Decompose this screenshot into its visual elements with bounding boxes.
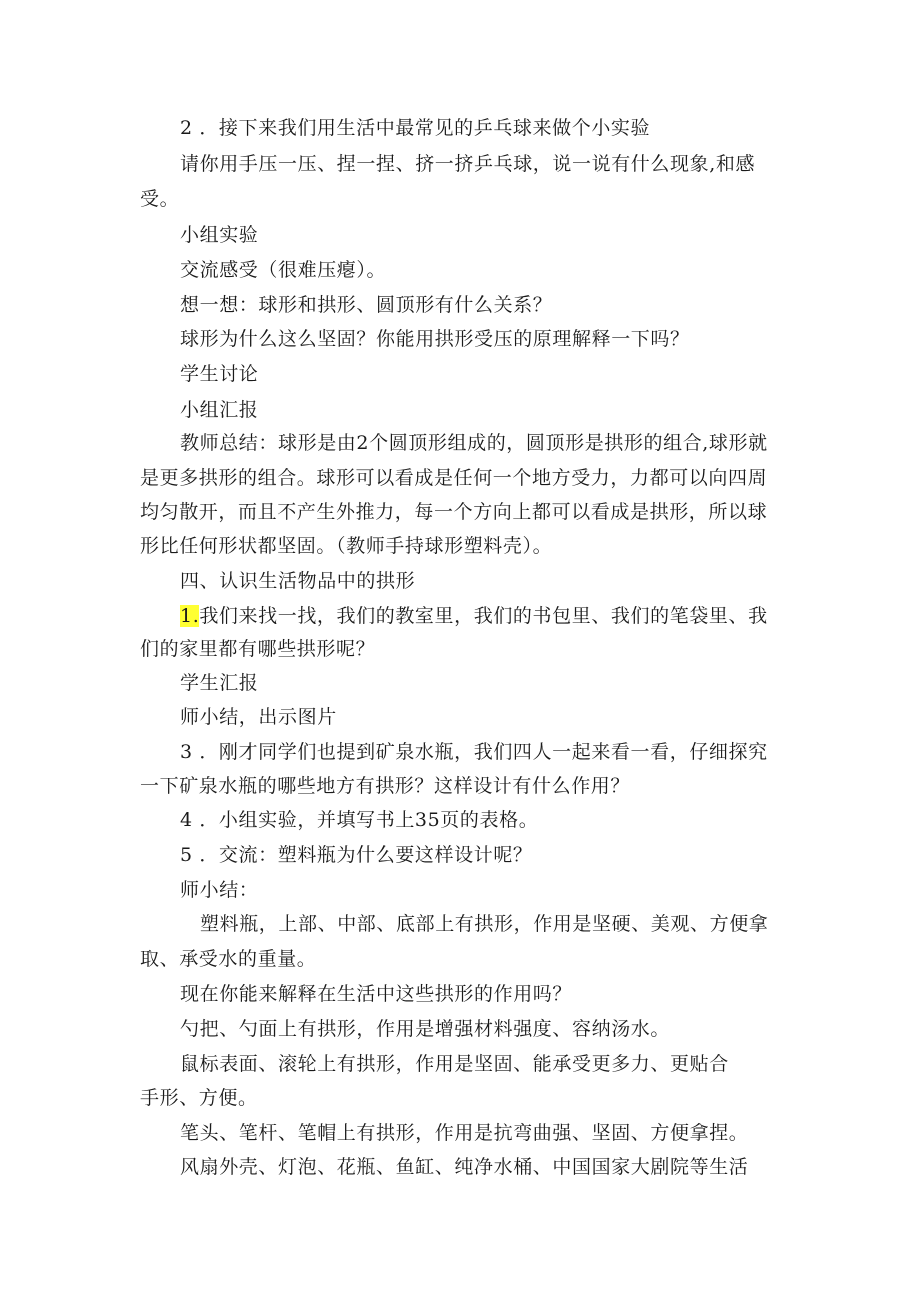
text-line: 形比任何形状都坚固。（教师手持球形塑料壳）。 <box>140 535 553 557</box>
text-line: 们的家里都有哪些拱形呢？ <box>140 638 376 660</box>
highlighted-number: 1. <box>180 605 200 627</box>
text-line: 3 ．刚才同学们也提到矿泉水瓶，我们四人一起来看一看，仔细探究 <box>180 741 768 763</box>
text-line: 均匀散开，而且不产生外推力，每一个方向上都可以看成是拱形，所以球 <box>140 501 768 523</box>
text-line: 师小结： <box>180 879 259 901</box>
text-line: 一下矿泉水瓶的哪些地方有拱形？这样设计有什么作用？ <box>140 775 631 797</box>
text-line: 手形、方便。 <box>140 1087 258 1109</box>
text-line: 鼠标表面、滚轮上有拱形，作用是坚固、能承受更多力、更贴合 <box>180 1053 729 1075</box>
text-line: 学生讨论 <box>180 363 259 385</box>
text-line: 球形为什么这么坚固？你能用拱形受压的原理解释一下吗？ <box>180 328 690 350</box>
text-line: 1.我们来找一找，我们的教室里，我们的书包里、我们的笔袋里、我 <box>180 605 768 627</box>
text-line: 请你用手压一压、捏一捏、挤一挤乒乓球，说一说有什么现象,和感 <box>180 153 756 175</box>
text-line: 教师总结：球形是由2个圆顶形组成的，圆顶形是拱形的组合,球形就 <box>180 432 768 454</box>
text-line: 小组实验 <box>180 224 259 246</box>
text-line: 现在你能来解释在生活中这些拱形的作用吗？ <box>180 983 573 1005</box>
text-line: 师小结，出示图片 <box>180 706 337 728</box>
section-heading: 四、认识生活物品中的拱形 <box>180 570 416 592</box>
text-line: 勺把、勺面上有拱形，作用是增强材料强度、容纳汤水。 <box>180 1018 671 1040</box>
text-line: 5 ．交流：塑料瓶为什么要这样设计呢？ <box>180 844 533 866</box>
text-line: 是更多拱形的组合。球形可以看成是任何一个地方受力，力都可以向四周 <box>140 467 768 489</box>
text-line: 风扇外壳、灯泡、花瓶、鱼缸、纯净水桶、中国国家大剧院等生活 <box>180 1156 749 1178</box>
text-line: 笔头、笔杆、笔帽上有拱形，作用是抗弯曲强、坚固、方便拿捏。 <box>180 1122 749 1144</box>
text-line: 取、承受水的重量。 <box>140 948 317 970</box>
text-line: 学生汇报 <box>180 672 259 694</box>
text-line: 小组汇报 <box>180 399 259 421</box>
text-line: 交流感受（很难压瘪）。 <box>180 259 387 281</box>
text-line: 4 ．小组实验，并填写书上35页的表格。 <box>180 809 539 831</box>
text-line: 受。 <box>140 188 180 210</box>
text-line: 塑料瓶，上部、中部、底部上有拱形，作用是坚硬、美观、方便拿 <box>200 913 769 935</box>
text-line: 想一想：球形和拱形、圆顶形有什么关系？ <box>180 294 553 316</box>
text-line: 2 ．接下来我们用生活中最常见的乒乓球来做个小实验 <box>180 117 651 139</box>
